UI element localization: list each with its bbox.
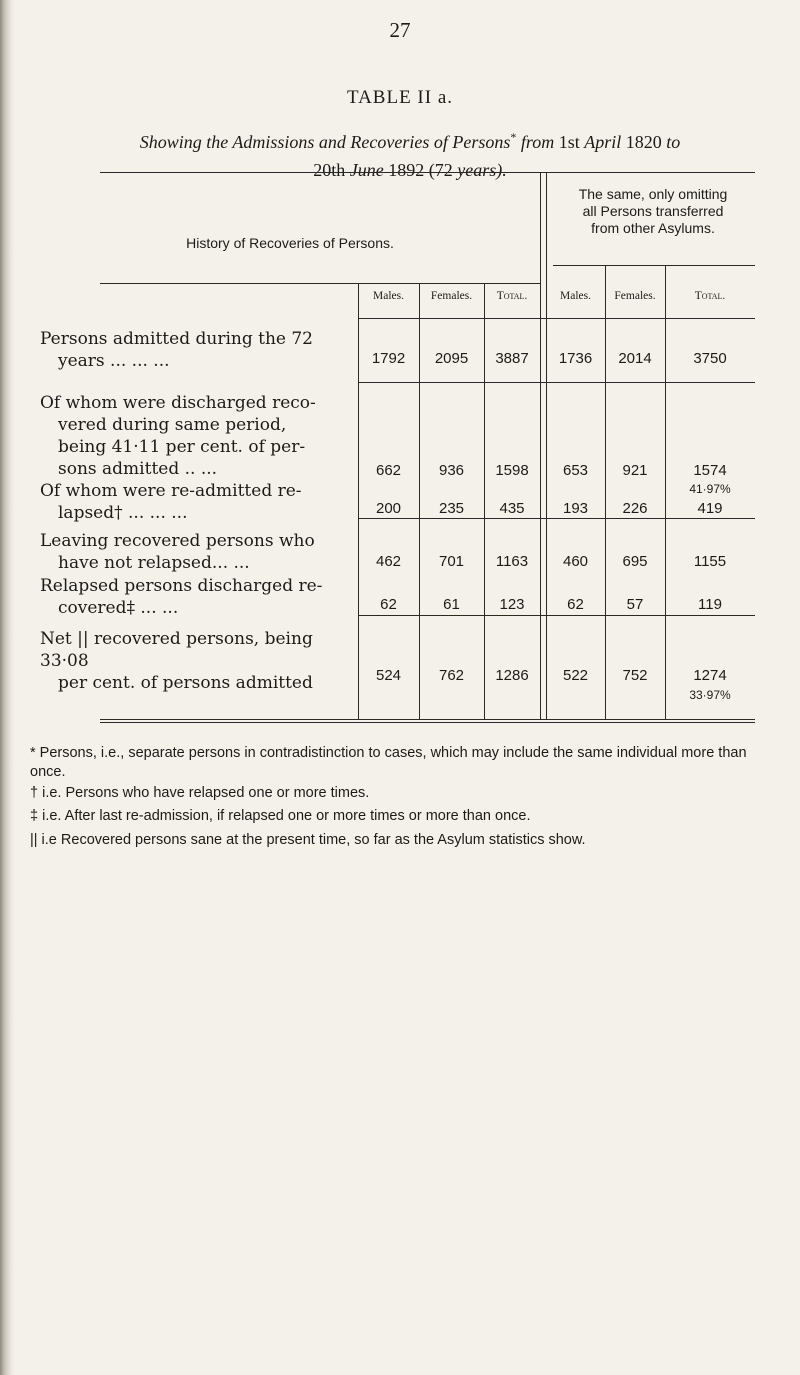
cell-value: 2014 <box>618 350 652 367</box>
row-label-line: have not relapsed... ... <box>58 553 250 573</box>
cell-value: 921 <box>622 462 648 479</box>
right-group-header <box>553 186 753 237</box>
row-label-line: Of whom were re-admitted re- <box>40 481 302 501</box>
row-rule <box>358 518 755 519</box>
row-label-line: Net || recovered persons, being 33·08 <box>40 629 313 671</box>
cell-value: 61 <box>443 596 460 613</box>
row-label-line: Persons admitted during the 72 <box>40 329 313 349</box>
table-bottom-rule <box>100 722 755 723</box>
table-caption <box>80 123 740 184</box>
caption-text: Showing the Admissions and Recoveries of Persons <box>139 132 511 152</box>
book-spine-shadow <box>0 0 14 1375</box>
cell-value: 695 <box>622 553 648 570</box>
cell-value: 662 <box>375 462 402 479</box>
caption-text: 20th <box>313 160 346 180</box>
caption-footnote-mark: * <box>510 130 517 144</box>
left-group-header: History of Recoveries of Persons. <box>186 235 394 251</box>
group-header-rule-left <box>100 283 540 284</box>
group-header-rule-right <box>553 265 755 266</box>
cell-value: 235 <box>438 500 465 517</box>
row-label-line: sons admitted .. ... <box>58 459 218 479</box>
column-rule <box>605 265 606 719</box>
caption-text: years). <box>457 160 507 180</box>
cell-value: 57 <box>626 596 644 613</box>
row-label <box>40 392 358 480</box>
right-group-header-line: all Persons transferred <box>582 203 724 219</box>
row-label <box>40 480 358 524</box>
row-label <box>40 628 358 694</box>
col-header-total: Total. <box>496 290 528 302</box>
cell-value: 752 <box>622 667 648 684</box>
cell-value: 1286 <box>495 667 529 684</box>
col-header-males: Males. <box>373 290 404 302</box>
caption-text: from <box>520 132 555 152</box>
row-label-line: Of whom were discharged reco- <box>40 393 316 413</box>
cell-value: 1736 <box>558 350 593 367</box>
cell-value: 435 <box>499 500 525 517</box>
cell-value: 701 <box>438 553 465 570</box>
caption-text: 1820 <box>625 132 662 152</box>
cell-value: 653 <box>562 462 589 479</box>
column-rule <box>540 172 541 719</box>
row-label-line: per cent. of persons admitted <box>58 673 313 693</box>
row-label-line: lapsed† ... ... ... <box>58 503 188 523</box>
row-label-line: being 41·11 per cent. of per- <box>58 437 306 457</box>
cell-value: 3887 <box>495 350 529 367</box>
row-rule <box>358 615 755 616</box>
caption-text: April <box>584 132 622 152</box>
cell-value: 419 <box>697 500 723 517</box>
column-header-rule <box>358 318 755 319</box>
cell-value: 1163 <box>495 553 529 570</box>
row-label <box>40 530 358 574</box>
row-label-line: years ... ... ... <box>58 351 170 371</box>
caption-text: (72 <box>428 160 453 180</box>
footnote: † i.e. Persons who have relapsed one or more times. <box>30 785 370 801</box>
column-rule <box>546 172 547 719</box>
caption-text: to <box>666 132 681 152</box>
col-header-females: Females. <box>430 290 473 302</box>
cell-value: 1155 <box>693 553 727 570</box>
row-label-line: Leaving recovered persons who <box>40 531 315 551</box>
row-label-line: covered‡ ... ... <box>58 598 179 618</box>
col-header-total-2: Total. <box>694 290 726 302</box>
cell-value: 1574 <box>693 462 727 479</box>
row-label-line: Relapsed persons discharged re- <box>40 576 323 596</box>
cell-value: 936 <box>438 462 465 479</box>
right-group-header-line: The same, only omitting <box>578 186 728 202</box>
footnote: || i.e Recovered persons sane at the present time, so far as the Asylum statistics show. <box>30 832 586 848</box>
table-bottom-rule <box>100 719 755 720</box>
caption-text: 1892 <box>388 160 425 180</box>
footnote: ‡ i.e. After last re-admission, if relapsed one or more times or more than once. <box>30 808 531 824</box>
cell-value: 62 <box>380 596 397 613</box>
cell-value: 1598 <box>495 462 529 479</box>
cell-value: 200 <box>375 500 402 517</box>
cell-value: 1792 <box>371 350 406 367</box>
cell-value: 462 <box>375 553 402 570</box>
page-number: 27 <box>389 18 411 42</box>
footnote: * Persons, i.e., separate persons in contradistinction to cases, which may include the same individual more than once. <box>30 745 747 780</box>
cell-value: 1274 <box>693 667 727 684</box>
row-rule <box>358 382 755 383</box>
cell-value: 522 <box>562 667 589 684</box>
percentage-note: 33·97% <box>689 688 731 702</box>
table-title: TABLE II a. <box>346 87 454 108</box>
cell-value: 2095 <box>434 350 469 367</box>
cell-value: 226 <box>622 500 648 517</box>
cell-value: 193 <box>562 500 589 517</box>
table-top-rule <box>100 172 755 173</box>
cell-value: 762 <box>438 667 465 684</box>
row-label-line: vered during same period, <box>58 415 287 435</box>
col-header-females-2: Females. <box>614 290 656 302</box>
col-header-males-2: Males. <box>560 290 591 302</box>
cell-value: 3750 <box>693 350 727 367</box>
percentage-note: 41·97% <box>689 482 731 496</box>
cell-value: 62 <box>567 596 584 613</box>
caption-text: June <box>349 160 384 180</box>
cell-value: 119 <box>698 596 722 613</box>
cell-value: 123 <box>499 596 525 613</box>
row-label <box>40 328 358 372</box>
right-group-header-line: from other Asylums. <box>591 220 715 236</box>
row-label <box>40 575 358 619</box>
caption-text: 1st <box>558 132 580 152</box>
cell-value: 460 <box>562 553 589 570</box>
cell-value: 524 <box>375 667 402 684</box>
